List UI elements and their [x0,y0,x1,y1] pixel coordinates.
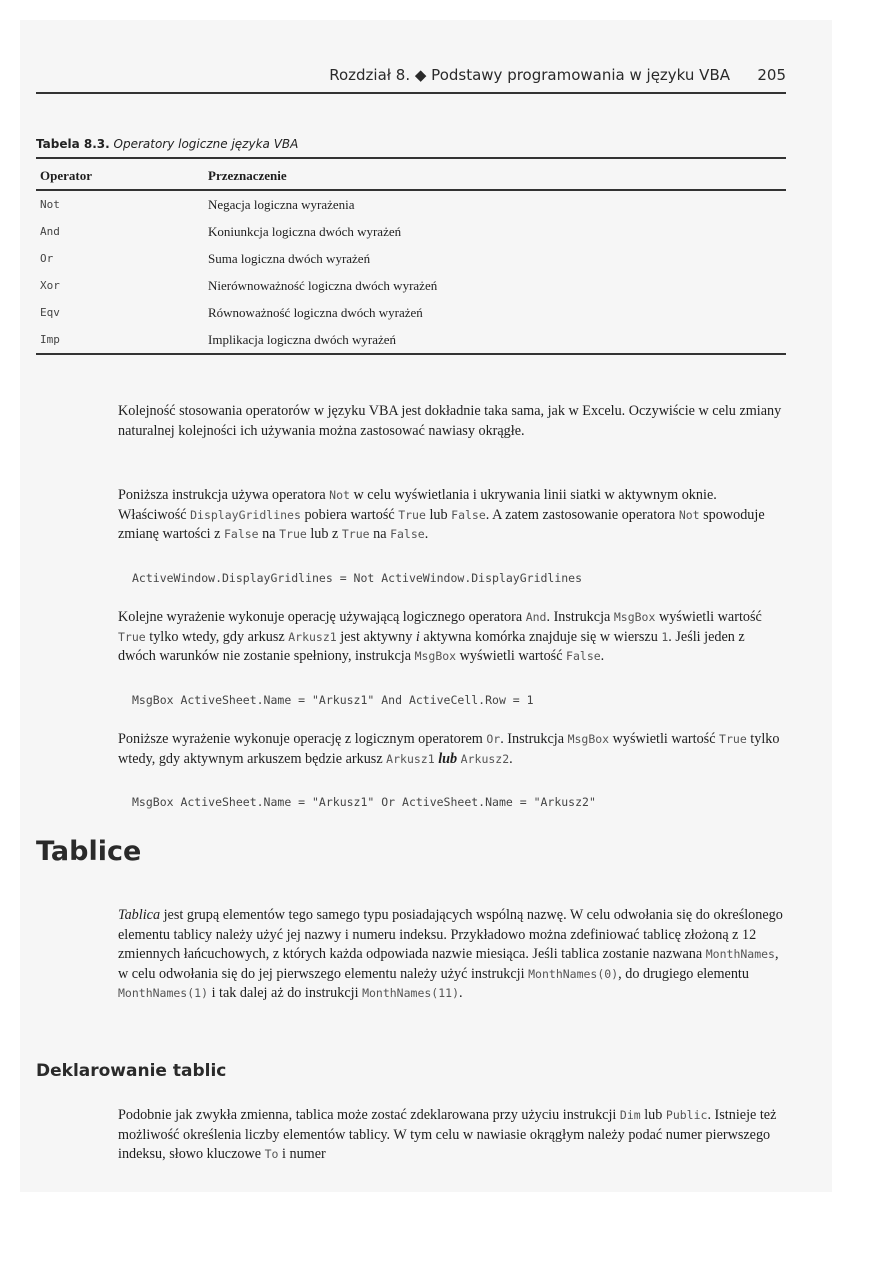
purpose-cell: Równoważność logiczna dwóch wyrażeń [208,304,423,320]
purpose-cell: Suma logiczna dwóch wyrażeń [208,250,371,266]
operator-cell: And [40,225,60,238]
running-title: Rozdział 8. ◆ Podstawy programowania w języku VBA [329,66,730,84]
paragraph-array-declaration: Podobnie jak zwykła zmienna, tablica może zostać zdeklarowana przy użyciu instrukcji Dim lub Public. Istnieje też możliwość określenia liczby elementów tablicy. W tym celu w nawiasie okrągłym należy podać numer pierwszego indeksu, słowo kluczowe To i numer [118,1107,777,1162]
table-caption [36,137,298,151]
paragraph-arrays-intro: Tablica jest grupą elementów tego samego typu posiadających wspólną nazwę. W celu odwołania się do określonego elementu tablicy należy użyć jej nazwy i numeru indeksu. Przykładowo można zdefiniować tablicę złożoną z 12 zmiennych łańcuchowych, z których każda odpowiada nazwie miesiąca. Jeśli tablica zostanie nazwana MonthNames, w celu odwołania się do jej pierwszego elementu należy użyć instrukcji MonthNames(0), do drugiego elementu MonthNames(1) i tak dalej aż do instrukcji MonthNames(11). [118,907,783,1001]
table-row [36,190,786,218]
paragraph-and-example: Kolejne wyrażenie wykonuje operację używającą logicznego operatora And. Instrukcja MsgBox wyświetli wartość True tylko wtedy, gdy arkusz Arkusz1 jest aktywny i aktywna komórka znajduje się w wierszu 1. Jeśli jeden z dwóch warunków nie zostanie spełniony, instrukcja MsgBox wyświetli wartość False. [118,609,762,664]
purpose-cell: Negacja logiczna wyrażenia [208,196,355,212]
column-header-operator: Operator [36,158,204,190]
subsection-title: Deklarowanie tablic [36,1061,227,1081]
section-title: Tablice [36,836,142,867]
code-sample-and: MsgBox ActiveSheet.Name = "Arkusz1" And ActiveCell.Row = 1 [132,693,534,707]
code-sample-not: ActiveWindow.DisplayGridlines = Not ActiveWindow.DisplayGridlines [132,571,583,585]
operator-cell: Xor [40,279,60,292]
operator-cell: Or [40,252,54,265]
table-header-row [36,158,786,190]
table-row [36,245,786,272]
operator-cell: Not [40,198,60,211]
running-header [36,66,786,94]
table-caption-label: Tabela 8.3. [36,137,110,151]
code-sample-or: MsgBox ActiveSheet.Name = "Arkusz1" Or ActiveSheet.Name = "Arkusz2" [132,795,596,809]
operator-cell: Eqv [40,306,60,319]
table-row [36,272,786,299]
paragraph-operator-precedence: Kolejność stosowania operatorów w języku VBA jest dokładnie taka sama, jak w Excelu. Oczywiście w celu zmiany naturalnej kolejności ich używania można zastosować nawiasy okrągłe. [118,403,782,439]
purpose-cell: Implikacja logiczna dwóch wyrażeń [204,326,786,354]
table-row [36,326,786,354]
paragraph-not-example: Poniższa instrukcja używa operatora Not w celu wyświetlania i ukrywania linii siatki w aktywnym oknie. Właściwość DisplayGridlines pobiera wartość True lub False. A zatem zastosowanie operatora Not spowoduje zmianę wartości z False na True lub z True na False. [118,487,765,542]
page-number: 205 [757,66,786,84]
column-header-purpose: Przeznaczenie [204,158,786,190]
table-row [36,218,786,245]
paragraph-or-example: Poniższe wyrażenie wykonuje operację z logicznym operatorem Or. Instrukcja MsgBox wyświetli wartość True tylko wtedy, gdy aktywnym arkuszem będzie arkusz Arkusz1 lub Arkusz2. [118,731,780,767]
table-caption-text: Operatory logiczne języka VBA [113,137,299,151]
logical-operators-table [36,157,786,355]
purpose-cell: Nierównoważność logiczna dwóch wyrażeń [208,277,438,293]
purpose-cell: Koniunkcja logiczna dwóch wyrażeń [208,223,402,239]
operator-cell: Imp [36,326,204,354]
table-row [36,299,786,326]
